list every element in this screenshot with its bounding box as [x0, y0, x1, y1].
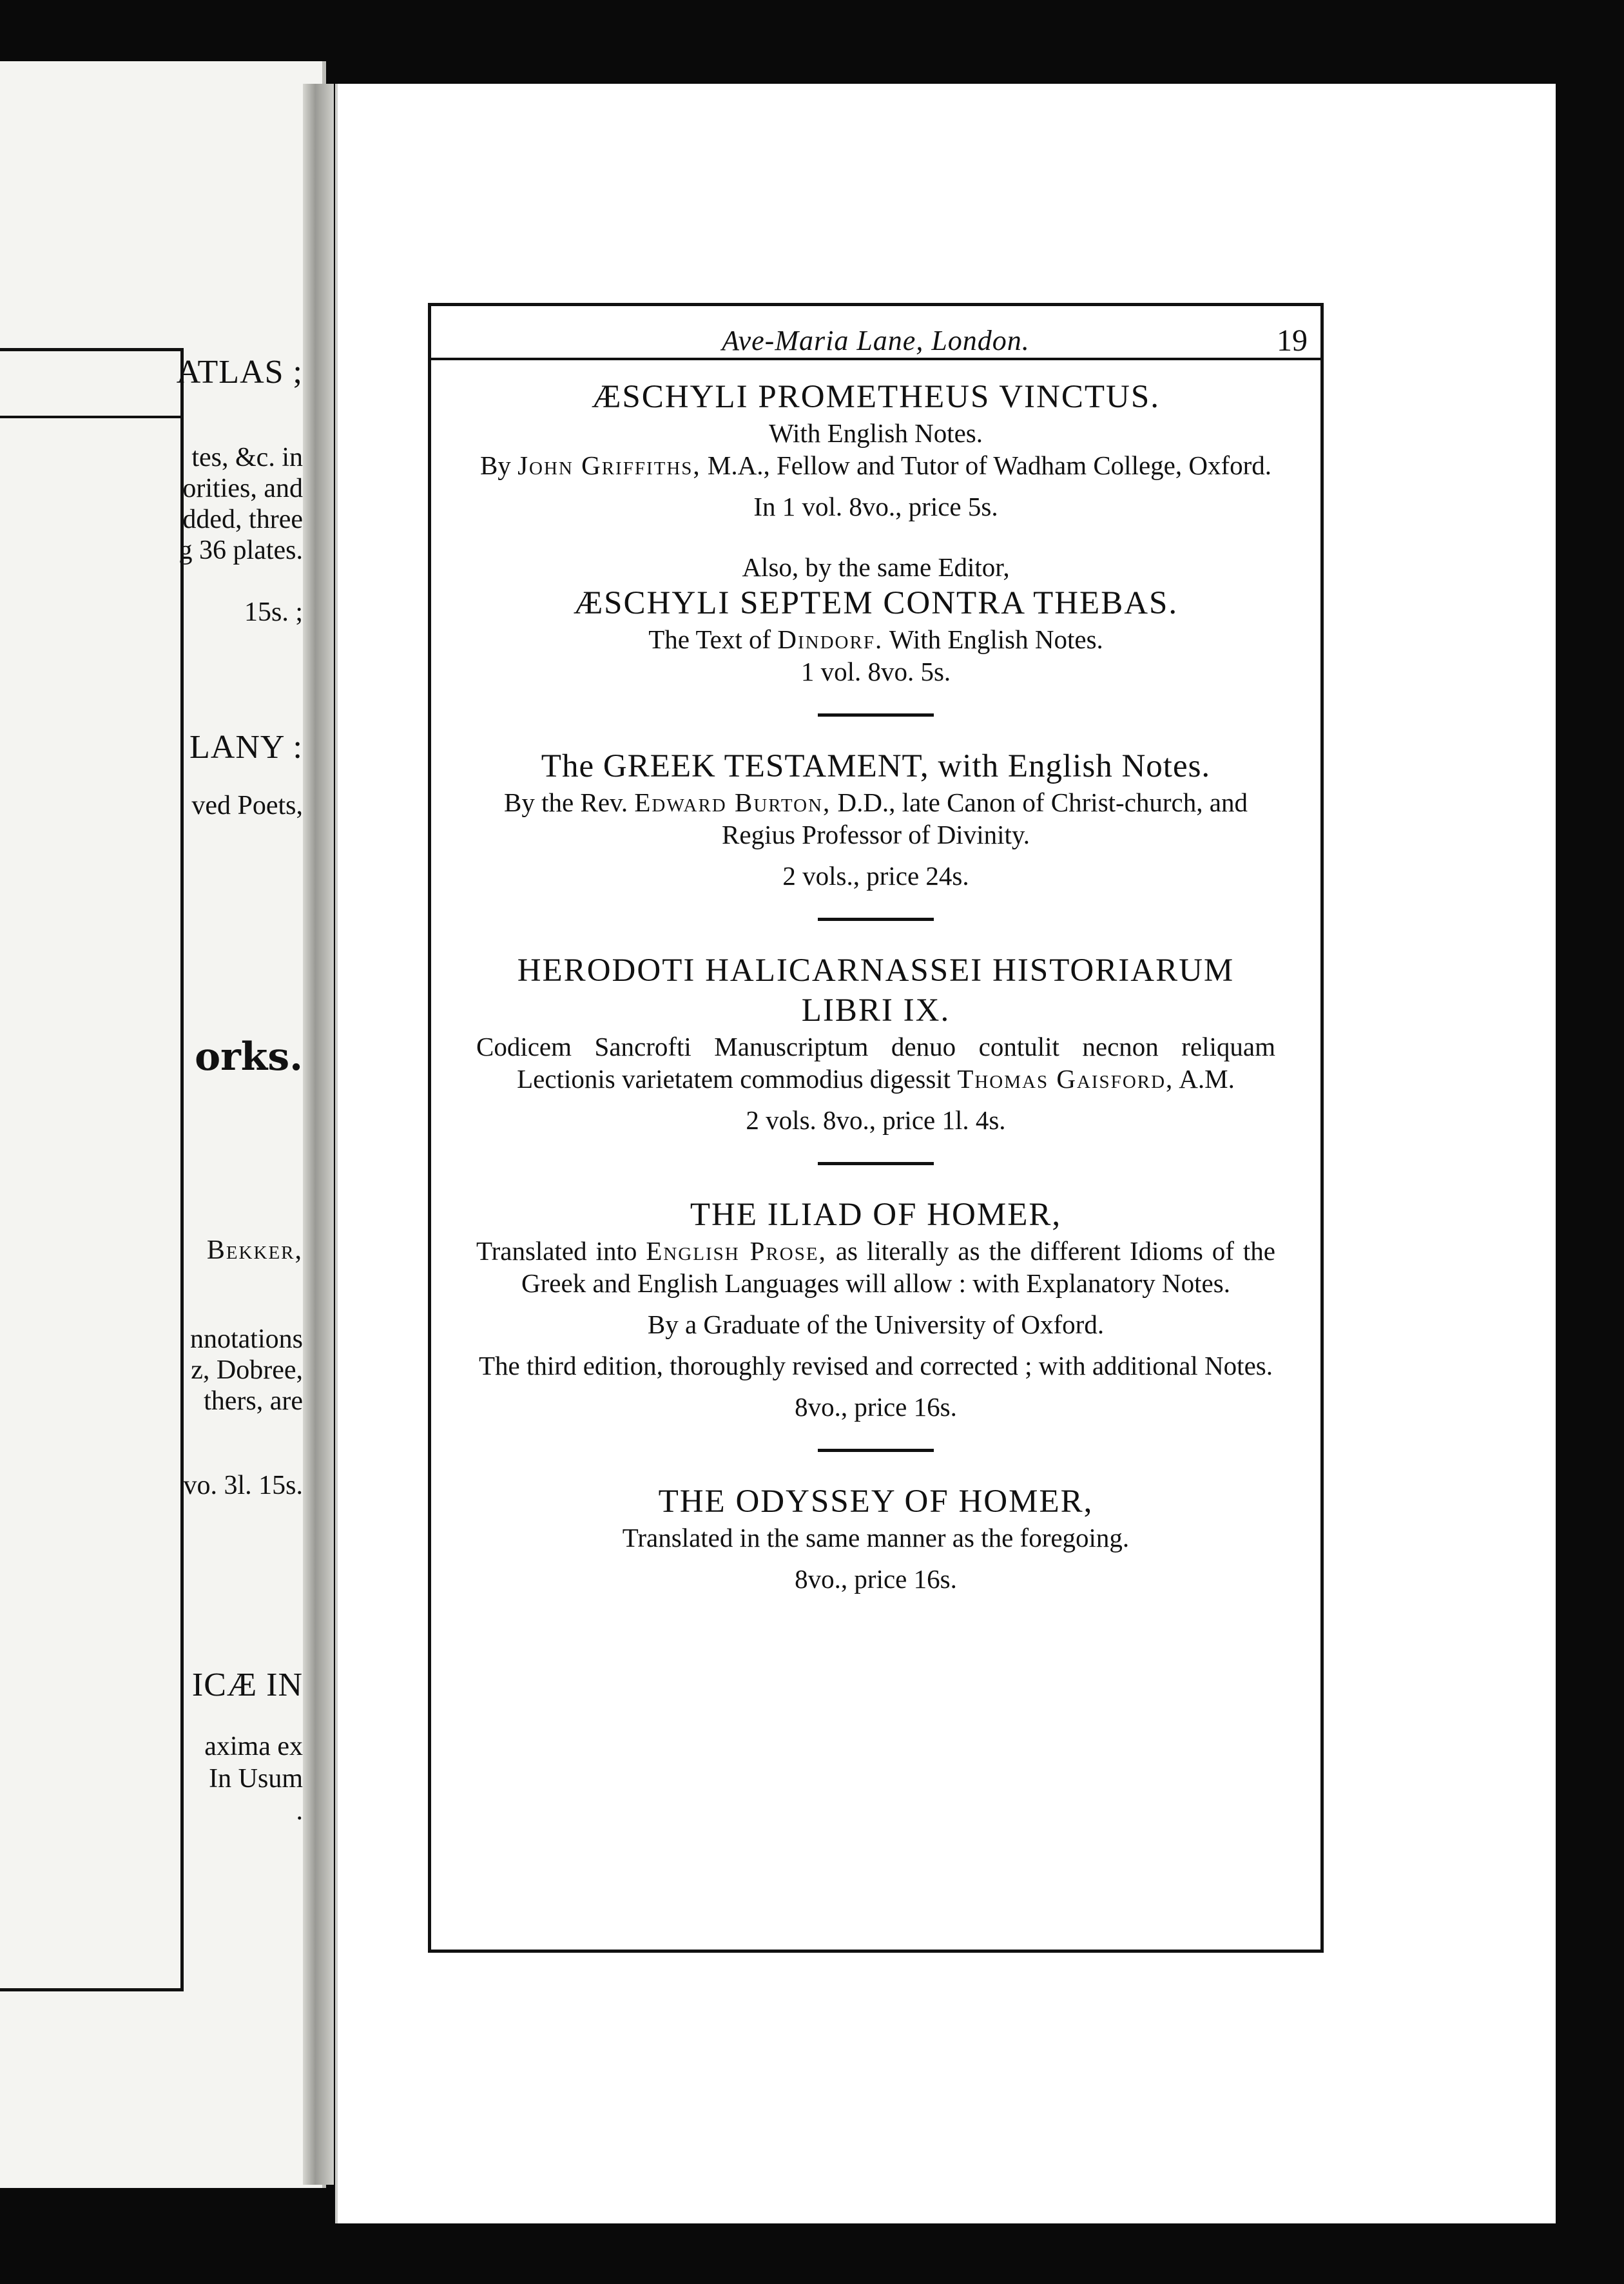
- author-prefix: By the Rev.: [504, 788, 628, 817]
- left-fragment: 15s. ;: [244, 597, 303, 627]
- entry-title-line: [476, 746, 1275, 786]
- left-fragment: ICÆ IN: [191, 1667, 303, 1703]
- left-fragment: [207, 1234, 303, 1266]
- entry-title: ÆSCHYLI SEPTEM CONTRA THEBAS.: [573, 585, 1179, 621]
- entry-description: Translated in the same manner as the foregoing.: [622, 1523, 1130, 1553]
- book-gutter: [303, 84, 334, 2185]
- entry-title: HERODOTI HALICARNASSEI HISTORIARUM LIBRI IX.: [517, 953, 1235, 1029]
- left-fragment: thers, are: [204, 1386, 303, 1416]
- description-name: Thomas Gaisford,: [957, 1064, 1174, 1094]
- entry-author: By a Graduate of the University of Oxford.: [647, 1310, 1105, 1339]
- left-fragment: ATLAS ;: [176, 354, 303, 391]
- author-name: John Griffiths,: [517, 450, 701, 480]
- left-fragment: z, Dobree,: [191, 1355, 303, 1385]
- entry-intro: Also, by the same Editor,: [742, 552, 1010, 582]
- author-name: Edward Burton,: [634, 788, 831, 817]
- entry-price: 2 vols. 8vo., price 1l. 4s.: [746, 1105, 1006, 1135]
- left-fragment: In Usum: [209, 1764, 303, 1794]
- left-fragment: .: [296, 1796, 303, 1826]
- entry-title: THE ODYSSEY OF HOMER,: [658, 1484, 1094, 1520]
- entry-septem: [476, 551, 1275, 688]
- description-suffix: as literally as the different Idioms of the Greek and English Languages will allow : with Explanatory Notes.: [521, 1236, 1276, 1298]
- author-suffix: M.A., Fellow and Tutor of Wadham College, Oxford.: [707, 450, 1272, 480]
- text-prefix: The Text of: [648, 624, 771, 654]
- entry-price: 2 vols., price 24s.: [782, 861, 969, 891]
- entry-greek-testament: [476, 746, 1275, 892]
- entry-edition: The third edition, thoroughly revised and corrected ; with additional Notes.: [479, 1351, 1273, 1380]
- section-divider: [818, 1449, 934, 1452]
- entry-text-note: [476, 623, 1275, 655]
- previous-page: [0, 61, 326, 2188]
- entry-author: [476, 786, 1275, 851]
- entry-subtitle: With English Notes.: [768, 418, 983, 448]
- entry-description: [476, 1031, 1275, 1095]
- entry-title: GREEK TESTAMENT,: [603, 748, 929, 784]
- title-suffix: with English Notes.: [938, 748, 1211, 784]
- advertisement-list: [476, 377, 1275, 1595]
- left-fragment: g 36 plates.: [179, 536, 303, 565]
- left-fragment: orities, and: [182, 474, 303, 503]
- left-fragment: orks.: [195, 1034, 303, 1079]
- entry-author: [476, 449, 1275, 481]
- previous-page-head-rule: [0, 416, 180, 418]
- entry-herodotus: [476, 951, 1275, 1136]
- entry-iliad: [476, 1195, 1275, 1423]
- left-fragment: ved Poets,: [191, 791, 303, 820]
- description-prefix: Translated into: [476, 1236, 637, 1266]
- entry-prometheus: [476, 377, 1275, 523]
- spacer: [476, 523, 1275, 551]
- page-frame: [428, 303, 1324, 1953]
- entry-description: [476, 1235, 1275, 1299]
- previous-page-frame: [0, 348, 184, 1991]
- left-fragment: LANY :: [189, 729, 303, 766]
- page-number: 19: [1277, 324, 1308, 358]
- left-fragment: dded, three: [182, 505, 303, 534]
- entry-price: 8vo., price 16s.: [795, 1564, 957, 1594]
- left-fragment-name: Bekker,: [206, 1235, 303, 1265]
- entry-price: 1 vol. 8vo. 5s.: [800, 657, 951, 686]
- description-prefix: Codicem Sancrofti Manuscriptum denuo contulit necnon reliquam Lectionis varietatem commodius digessit: [476, 1032, 1275, 1094]
- description-suffix: A.M.: [1179, 1064, 1235, 1094]
- left-fragment: vo. 3l. 15s.: [183, 1471, 303, 1500]
- entry-title: THE ILIAD OF HOMER,: [690, 1197, 1062, 1233]
- section-divider: [818, 713, 934, 717]
- entry-price: 8vo., price 16s.: [795, 1392, 957, 1422]
- entry-title: ÆSCHYLI PROMETHEUS VINCTUS.: [592, 379, 1160, 415]
- running-head: [431, 319, 1320, 360]
- text-suffix: With English Notes.: [889, 624, 1103, 654]
- entry-odyssey: [476, 1482, 1275, 1595]
- entry-price: In 1 vol. 8vo., price 5s.: [753, 492, 998, 521]
- title-prefix: The: [541, 748, 595, 784]
- description-name: English Prose,: [646, 1236, 827, 1266]
- left-fragment: nnotations: [190, 1324, 303, 1354]
- section-divider: [818, 1162, 934, 1165]
- author-prefix: By: [479, 450, 511, 480]
- text-name: Dindorf.: [777, 624, 884, 654]
- section-divider: [818, 918, 934, 921]
- left-fragment: axima ex: [204, 1732, 303, 1761]
- author-suffix: D.D., late Canon of Christ-church, and Regius Professor of Divinity.: [722, 788, 1248, 849]
- running-head-title: Ave-Maria Lane, London.: [722, 325, 1030, 356]
- left-fragment: tes, &c. in: [191, 443, 303, 472]
- current-page: [335, 84, 1556, 2223]
